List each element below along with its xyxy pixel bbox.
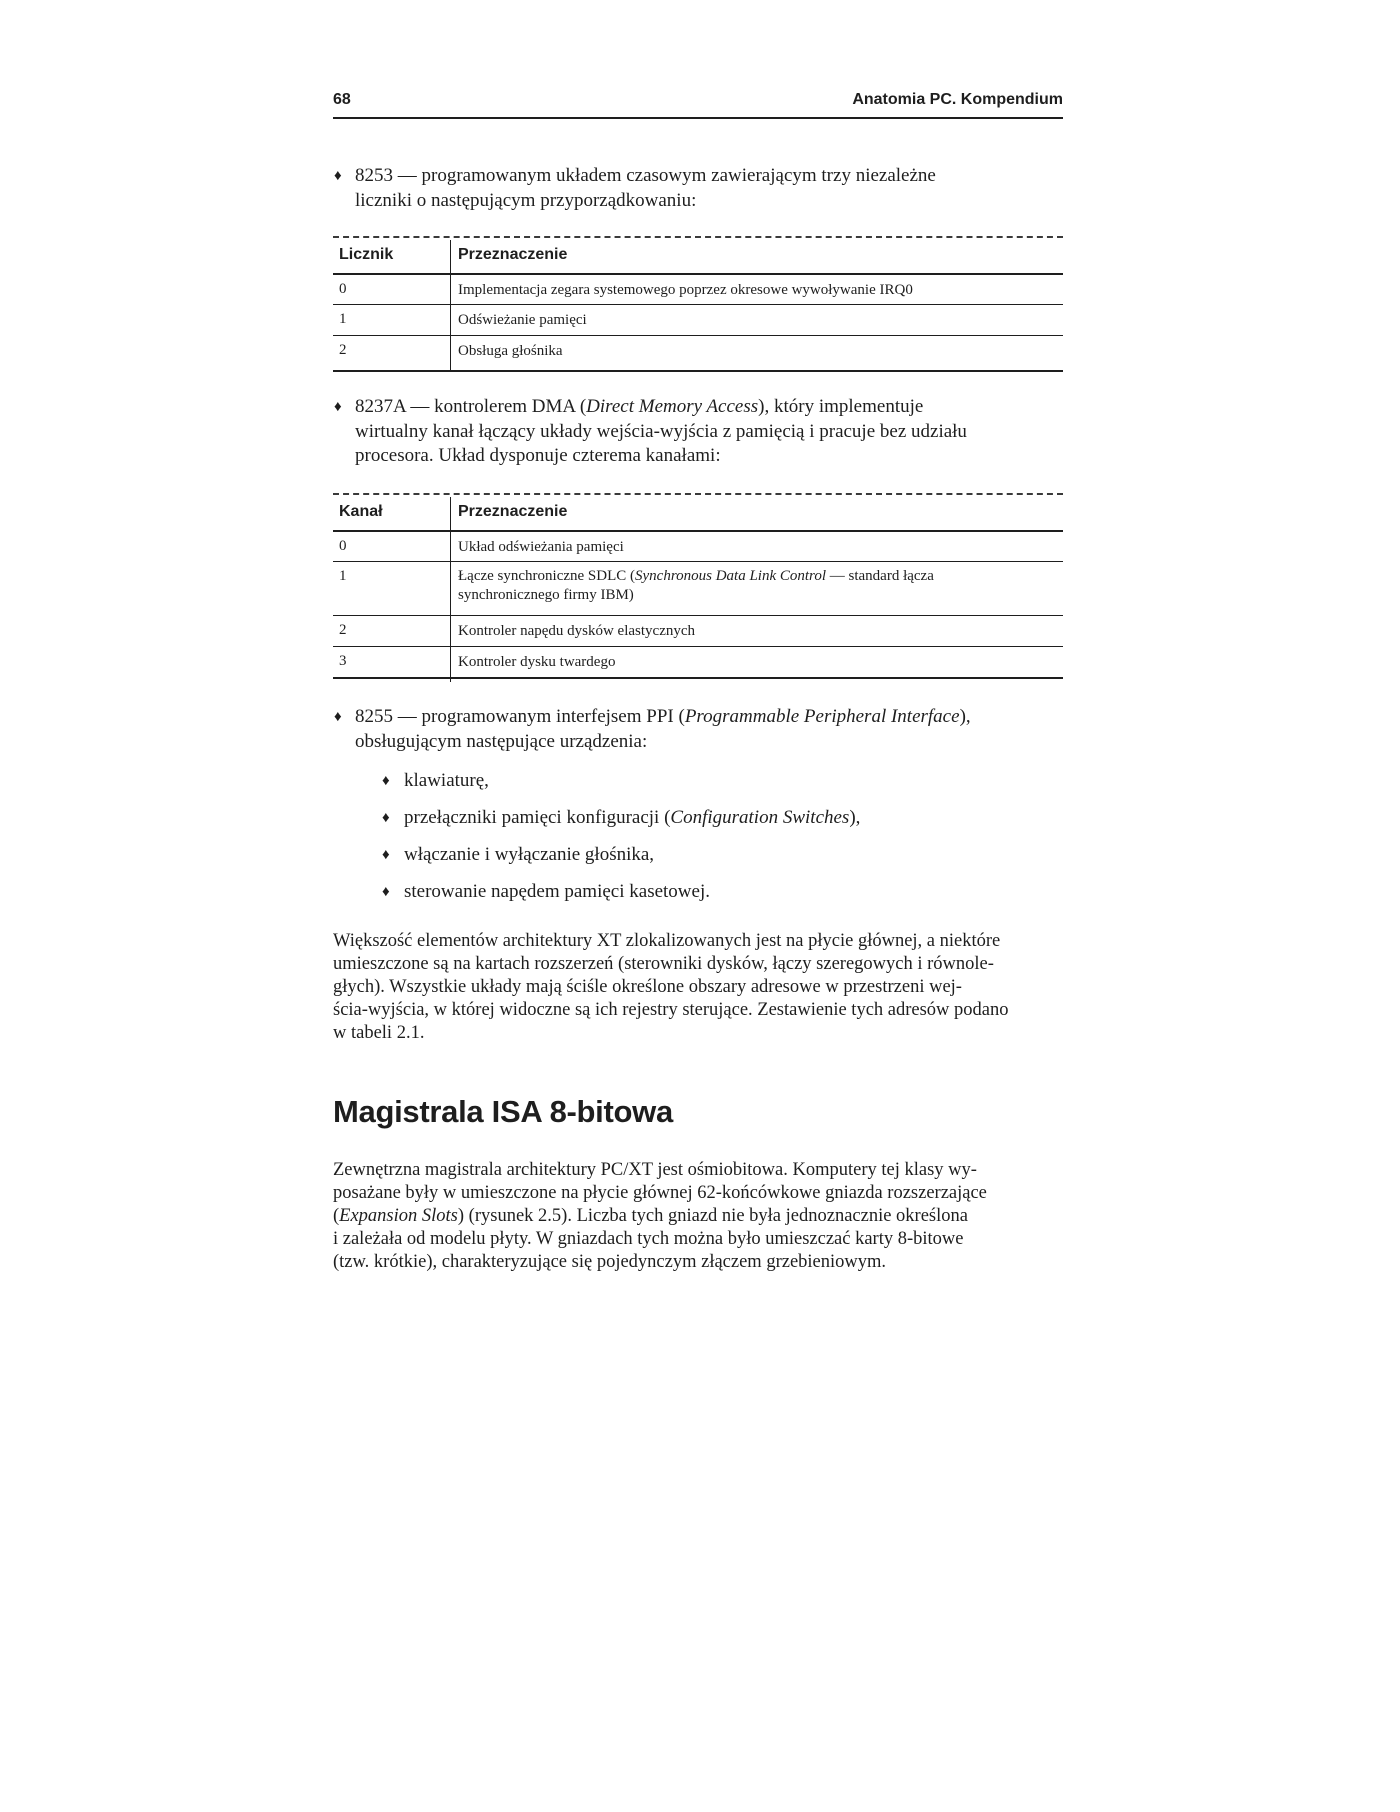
column-header: Przeznaczenie [458, 246, 568, 263]
column-header: Przeznaczenie [458, 503, 568, 520]
bullet-8237a-line2: wirtualny kanał łączący układy wejścia-wyjścia z pamięcią i pracuje bez udziału [355, 420, 967, 442]
bullet-8255 [334, 705, 1055, 754]
row-number: 0 [339, 281, 347, 297]
row-description: Układ odświeżania pamięci [458, 539, 624, 555]
paragraph-line: w tabeli 2.1. [333, 1023, 425, 1043]
bullet-8253-line1: 8253 — programowanym układem czasowym zawierającym trzy niezależne [355, 165, 936, 186]
diamond-bullet-icon: ♦ [334, 168, 342, 184]
sub-item-text: włączanie i wyłączanie głośnika, [404, 844, 655, 865]
row-description: Odświeżanie pamięci [458, 312, 587, 328]
paragraph-line: (Expansion Slots) (rysunek 2.5). Liczba tych gniazd nie była jednoznacznie określona [333, 1206, 968, 1226]
row-number: 0 [339, 538, 347, 554]
row-number: 2 [339, 342, 347, 358]
table-bottom-rule [333, 370, 1063, 372]
paragraph-line: i zależała od modelu płyty. W gniazdach tych można było umieszczać karty 8-bitowe [333, 1229, 964, 1249]
counters-table [333, 236, 1063, 372]
sub-item-text: sterowanie napędem pamięci kasetowej. [404, 881, 710, 902]
row-description: Łącze synchroniczne SDLC (Synchronous Data Link Control — standard łącza synchronicznego firmy IBM) [458, 568, 934, 603]
sub-item-text: klawiaturę, [404, 770, 489, 791]
diamond-bullet-icon: ♦ [382, 810, 390, 826]
table-row [333, 335, 1063, 366]
bullet-8255-line1: 8255 — programowanym interfejsem PPI (Programmable Peripheral Interface), [355, 706, 971, 727]
page-number: 68 [333, 91, 351, 108]
paragraph-line: posażane były w umieszczone na płycie głównej 62-końcówkowe gniazda rozszerzające [333, 1183, 987, 1203]
paragraph-line: Zewnętrzna magistrala architektury PC/XT jest ośmiobitowa. Komputery tej klasy wy- [333, 1160, 977, 1180]
row-number: 3 [339, 653, 347, 669]
book-title: Anatomia PC. Kompendium [852, 91, 1063, 108]
row-description: Kontroler napędu dysków elastycznych [458, 623, 696, 639]
sub-item-speaker [382, 843, 1054, 868]
row-description: Obsługa głośnika [458, 343, 563, 359]
bullet-8253-line2: liczniki o następującym przyporządkowaniu: [355, 189, 697, 211]
diamond-bullet-icon: ♦ [334, 709, 342, 725]
column-header: Kanał [339, 503, 383, 520]
body-paragraph-1 [333, 930, 1063, 1045]
paragraph-line: ścia-wyjścia, w której widoczne są ich rejestry sterujące. Zestawienie tych adresów podano [333, 1000, 1009, 1020]
sub-item-tape [382, 880, 1054, 905]
table-top-rule [333, 236, 1063, 238]
section-heading: Magistrala ISA 8-bitowa [333, 1094, 673, 1129]
row-description: Kontroler dysku twardego [458, 654, 616, 670]
row-number: 2 [339, 622, 347, 638]
row-number: 1 [339, 568, 347, 584]
diamond-bullet-icon: ♦ [382, 884, 390, 900]
bullet-8255-line2: obsługującym następujące urządzenia: [355, 730, 648, 752]
body-paragraph-2 [333, 1159, 1063, 1274]
paragraph-line: głych). Wszystkie układy mają ściśle określone obszary adresowe w przestrzeni wej- [333, 977, 962, 997]
table-row [333, 304, 1063, 335]
sub-item-switches [382, 806, 1054, 831]
paragraph-line: (tzw. krótkie), charakteryzujące się pojedynczym złączem grzebieniowym. [333, 1252, 887, 1272]
table-row [333, 561, 1063, 615]
table-row [333, 615, 1063, 646]
diamond-bullet-icon: ♦ [382, 847, 390, 863]
channels-table [333, 493, 1063, 683]
sub-item-keyboard [382, 769, 1054, 794]
paragraph-line: Większość elementów architektury XT zlokalizowanych jest na płycie głównej, a niektóre [333, 931, 1001, 951]
paragraph-line: umieszczone są na kartach rozszerzeń (sterowniki dysków, łączy szeregowych i równole- [333, 954, 994, 974]
table-row [333, 530, 1063, 562]
bullet-8237a-line1: 8237A — kontrolerem DMA (Direct Memory Access), który implementuje [355, 396, 924, 417]
table-top-rule [333, 493, 1063, 495]
diamond-bullet-icon: ♦ [382, 773, 390, 789]
bullet-8253 [334, 164, 1055, 213]
table-row [333, 273, 1063, 305]
bullet-8237a-line3: procesora. Układ dysponuje czterema kanałami: [355, 445, 721, 466]
table-bottom-rule [333, 677, 1063, 679]
row-number: 1 [339, 311, 347, 327]
bullet-8237a [334, 395, 1055, 469]
row-description: Implementacja zegara systemowego poprzez okresowe wywoływanie IRQ0 [458, 282, 913, 298]
table-row [333, 646, 1063, 677]
column-header: Licznik [339, 246, 394, 263]
running-header [333, 91, 1063, 119]
diamond-bullet-icon: ♦ [334, 399, 342, 415]
sub-item-text: przełączniki pamięci konfiguracji (Configuration Switches), [404, 807, 861, 828]
